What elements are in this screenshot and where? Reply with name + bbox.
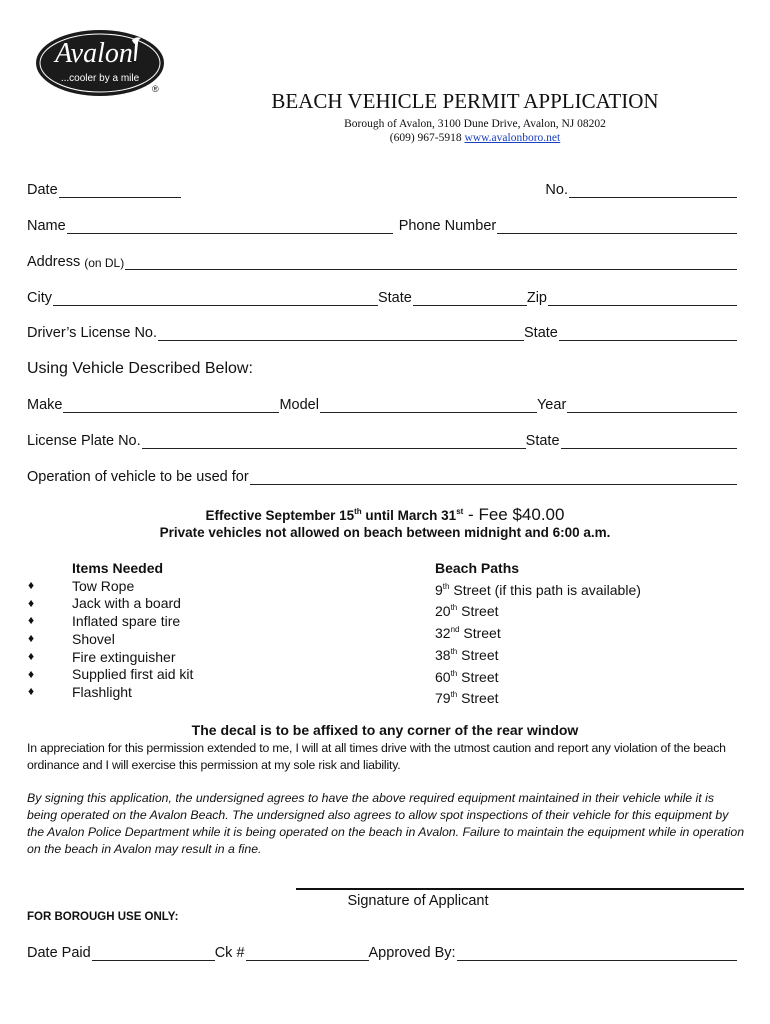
no-label: No. bbox=[545, 182, 568, 198]
phone-label: Phone Number bbox=[398, 218, 497, 234]
paths-heading: Beach Paths bbox=[435, 560, 520, 576]
diamond-bullet-icon: ♦ bbox=[28, 666, 35, 681]
beach-paths bbox=[435, 560, 641, 708]
address-note: (on DL) bbox=[84, 256, 125, 270]
fee-amount: Fee $40.00 bbox=[478, 505, 565, 524]
license-plate-row bbox=[27, 433, 737, 449]
items-bullets bbox=[28, 577, 34, 701]
city-label: City bbox=[27, 290, 52, 306]
state-field[interactable] bbox=[413, 291, 527, 306]
restriction-note: Private vehicles not allowed on beach between midnight and 6:00 a.m. bbox=[159, 525, 611, 540]
beach-path-item: 79th Street bbox=[435, 690, 499, 707]
name-field[interactable] bbox=[67, 219, 393, 234]
date-paid-label: Date Paid bbox=[27, 945, 91, 961]
zip-field[interactable] bbox=[548, 291, 737, 306]
city-row bbox=[27, 290, 737, 306]
items-needed bbox=[72, 560, 193, 702]
signature-line[interactable] bbox=[296, 888, 744, 890]
logo-name: Avalon bbox=[55, 38, 133, 69]
beach-path-item: 32nd Street bbox=[435, 625, 501, 642]
beach-path-item: 20th Street bbox=[435, 603, 499, 620]
item-needed: Inflated spare tire bbox=[72, 613, 181, 630]
diamond-bullet-icon: ♦ bbox=[28, 648, 35, 663]
name-row bbox=[27, 218, 737, 234]
item-needed: Tow Rope bbox=[72, 577, 135, 594]
decal-note: The decal is to be affixed to any corner of the rear window bbox=[191, 722, 579, 738]
item-needed: Supplied first aid kit bbox=[72, 666, 194, 683]
operation-field[interactable] bbox=[250, 470, 737, 485]
state-label: State bbox=[377, 290, 412, 306]
approved-by-field[interactable] bbox=[457, 946, 737, 961]
zip-label: Zip bbox=[526, 290, 547, 306]
dl-state-field[interactable] bbox=[559, 326, 737, 341]
item-needed: Jack with a board bbox=[72, 595, 181, 612]
no-field[interactable] bbox=[569, 183, 737, 198]
borough-use-heading: FOR BOROUGH USE ONLY: bbox=[27, 911, 179, 923]
borough-row bbox=[27, 945, 737, 961]
vehicle-heading: Using Vehicle Described Below: bbox=[27, 360, 253, 377]
name-label: Name bbox=[27, 218, 66, 234]
year-label: Year bbox=[536, 397, 567, 413]
item-needed: Fire extinguisher bbox=[72, 648, 176, 665]
drivers-license-field[interactable] bbox=[158, 326, 524, 341]
date-field[interactable] bbox=[59, 183, 181, 198]
date-paid-field[interactable] bbox=[92, 946, 215, 961]
model-field[interactable] bbox=[320, 398, 537, 413]
beach-path-item: 60th Street bbox=[435, 668, 499, 685]
item-needed: Shovel bbox=[72, 630, 115, 647]
address-label: Address bbox=[27, 254, 81, 270]
borough-phone: (609) 967-5918 bbox=[389, 132, 462, 144]
city-field[interactable] bbox=[53, 291, 378, 306]
beach-path-item: 38th Street bbox=[435, 646, 499, 663]
page-title: BEACH VEHICLE PERMIT APPLICATION bbox=[271, 89, 659, 113]
license-plate-field[interactable] bbox=[142, 434, 526, 449]
diamond-bullet-icon: ♦ bbox=[28, 631, 35, 646]
date-label: Date bbox=[27, 182, 58, 198]
registered-mark: ® bbox=[152, 84, 159, 94]
signing-text: By signing this application, the undersigned agrees to have the above required equipment maintained in their vehicle while it is being operated on the Avalon Beach. The undersigned also agrees to allow spot inspections of their vehicle for this equipment by the Avalon Police Department while it is being operated on the beach in Avalon. Failure to maintain the equipment while in operation on the beach in Avalon may result in a fine. bbox=[27, 791, 745, 856]
address-row bbox=[27, 254, 737, 270]
beach-path-item: 9th Street (if this path is available) bbox=[435, 581, 641, 598]
diamond-bullet-icon: ♦ bbox=[28, 595, 35, 610]
drivers-license-row bbox=[27, 325, 737, 341]
borough-address-block bbox=[240, 117, 710, 145]
license-plate-label: License Plate No. bbox=[27, 433, 141, 449]
address-field[interactable] bbox=[125, 255, 737, 270]
operation-row bbox=[27, 469, 737, 485]
make-row bbox=[27, 397, 737, 413]
drivers-license-label: Driver’s License No. bbox=[27, 325, 158, 341]
make-label: Make bbox=[27, 397, 63, 413]
model-label: Model bbox=[279, 397, 319, 413]
diamond-bullet-icon: ♦ bbox=[28, 578, 35, 592]
ck-label: Ck # bbox=[214, 945, 245, 961]
item-needed: Flashlight bbox=[72, 683, 132, 700]
signature-label: Signature of Applicant bbox=[347, 893, 489, 909]
plate-state-field[interactable] bbox=[561, 434, 737, 449]
effective-line: Effective September 15th until March 31st - Fee $40.00 bbox=[205, 505, 565, 524]
approved-by-label: Approved By: bbox=[368, 945, 456, 961]
make-field[interactable] bbox=[63, 398, 279, 413]
dl-state-label: State bbox=[524, 325, 558, 341]
items-heading: Items Needed bbox=[72, 560, 164, 576]
phone-field[interactable] bbox=[497, 219, 737, 234]
date-row bbox=[27, 182, 737, 198]
logo-tagline: ...cooler by a mile bbox=[60, 73, 140, 84]
plate-state-label: State bbox=[525, 433, 560, 449]
diamond-bullet-icon: ♦ bbox=[28, 684, 35, 699]
year-field[interactable] bbox=[567, 398, 737, 413]
borough-website-link[interactable]: www.avalonboro.net bbox=[464, 132, 561, 144]
diamond-bullet-icon: ♦ bbox=[28, 613, 35, 628]
avalon-logo bbox=[34, 28, 166, 98]
borough-address: Borough of Avalon, 3100 Dune Drive, Avalon, NJ 08202 bbox=[344, 118, 606, 130]
operation-label: Operation of vehicle to be used for bbox=[27, 469, 249, 485]
appreciation-text: In appreciation for this permission extended to me, I will at all times drive with the utmost caution and report any violation of the beach ordinance and I will exercise this permission at my sole risk and liability. bbox=[27, 741, 726, 772]
ck-field[interactable] bbox=[246, 946, 369, 961]
